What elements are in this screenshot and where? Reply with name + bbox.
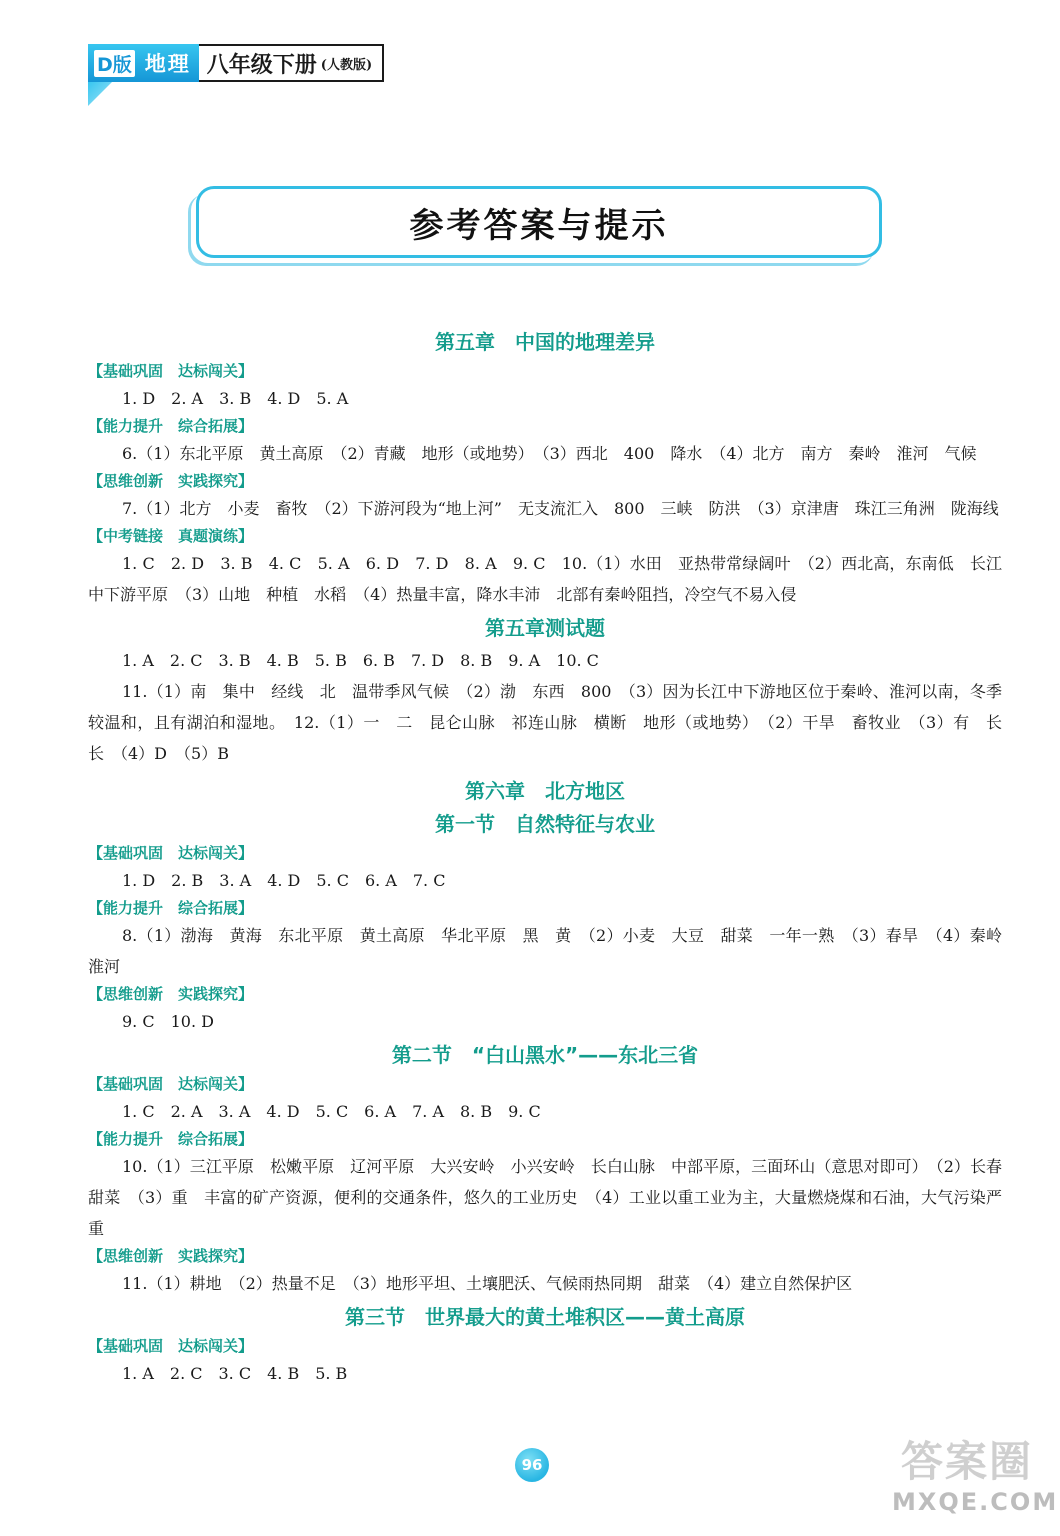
page-number: 96: [515, 1448, 549, 1482]
answer-paragraph: 11.（1）南 集中 经线 北 温带季风气候 （2）渤 东西 800 （3）因为长江中下游地区位于秦岭、淮河以南，冬季较温和，且有湖泊和湿地。 12.（1）一 二 昆仑山脉 祁连山脉 横断 地形（或地势） （2）干旱 畜牧业 （3）有 长 长 （4）D （5）B: [88, 682, 1019, 763]
header-title-box: [199, 44, 384, 82]
watermark-logo: [892, 1436, 1059, 1520]
exercise-category-tag: 【能力提升 综合拓展】: [88, 417, 254, 435]
answer-paragraph: 7.（1）北方 小麦 畜牧 （2）下游河段为“地上河” 无支流汇入 800 三峡 防洪 （3）京津唐 珠江三角洲 陇海线: [122, 499, 999, 518]
exercise-category-tag: 【中考链接 真题演练】: [88, 527, 254, 545]
answer-paragraph: 8.（1）渤海 黄海 东北平原 黄土高原 华北平原 黑 黄 （2）小麦 大豆 甜菜 一年一熟 （3）春旱 （4）秦岭 淮河: [88, 926, 1019, 976]
chapter-heading: 第六章 北方地区: [465, 779, 625, 803]
watermark-cn: 答案圈: [900, 1437, 1033, 1486]
header-title: 八年级下册: [206, 51, 317, 78]
book-header: [88, 44, 384, 82]
answer-content: [88, 320, 1019, 1389]
section-heading: 第一节 自然特征与农业: [435, 812, 655, 836]
header-edition: (人教版): [320, 57, 373, 73]
header-version: D版: [94, 50, 135, 77]
exercise-category-tag: 【基础巩固 达标闯关】: [88, 1075, 254, 1093]
answer-paragraph: 1. D 2. B 3. A 4. D 5. C 6. A 7. C: [122, 871, 446, 890]
exercise-category-tag: 【基础巩固 达标闯关】: [88, 362, 254, 380]
exercise-category-tag: 【思维创新 实践探究】: [88, 1247, 254, 1265]
page-title: 参考答案与提示: [409, 205, 669, 246]
section-heading: 第五章测试题: [485, 616, 605, 640]
answer-paragraph: 11.（1）耕地 （2）热量不足 （3）地形平坦、土壤肥沃、气候雨热同期 甜菜 （4）建立自然保护区: [122, 1274, 853, 1293]
exercise-category-tag: 【基础巩固 达标闯关】: [88, 844, 254, 862]
section-heading: 第三节 世界最大的黄土堆积区——黄土高原: [345, 1305, 745, 1329]
exercise-category-tag: 【思维创新 实践探究】: [88, 472, 254, 490]
exercise-category-tag: 【基础巩固 达标闯关】: [88, 1337, 254, 1355]
chapter-heading: 第五章 中国的地理差异: [435, 330, 655, 354]
header-corner-decoration: [88, 82, 112, 106]
header-subject-badge: [88, 44, 199, 82]
answer-paragraph: 1. D 2. A 3. B 4. D 5. A: [122, 389, 349, 408]
answer-paragraph: 1. C 2. D 3. B 4. C 5. A 6. D 7. D 8. A 9. C 10.（1）水田 亚热带常绿阔叶 （2）西北高，东南低 长江中下游平原 （3）山地 种植 水稻 （4）热量丰富，降水丰沛 北部有秦岭阻挡，冷空气不易入侵: [88, 554, 1002, 604]
watermark-en: MXQE.COM: [892, 1488, 1059, 1516]
title-banner: [196, 186, 882, 258]
exercise-category-tag: 【能力提升 综合拓展】: [88, 899, 254, 917]
exercise-category-tag: 【能力提升 综合拓展】: [88, 1130, 254, 1148]
answer-paragraph: 10.（1）三江平原 松嫩平原 辽河平原 大兴安岭 小兴安岭 长白山脉 中部平原，三面环山（意思对即可） （2）长春 甜菜 （3）重 丰富的矿产资源，便利的交通条件，悠久的工业历史 （4）工业以重工业为主，大量燃烧煤和石油，大气污染严重: [88, 1157, 1019, 1238]
answer-paragraph: 9. C 10. D: [122, 1012, 214, 1031]
exercise-category-tag: 【思维创新 实践探究】: [88, 985, 254, 1003]
answer-paragraph: 1. A 2. C 3. B 4. B 5. B 6. B 7. D 8. B 9. A 10. C: [122, 651, 599, 670]
answer-paragraph: 1. A 2. C 3. C 4. B 5. B: [122, 1364, 348, 1383]
answer-paragraph: 6.（1）东北平原 黄土高原 （2）青藏 地形（或地势） （3）西北 400 降水 （4）北方 南方 秦岭 淮河 气候: [122, 444, 977, 463]
answer-paragraph: 1. C 2. A 3. A 4. D 5. C 6. A 7. A 8. B 9. C: [122, 1102, 541, 1121]
section-heading: 第二节 “白山黑水”——东北三省: [391, 1043, 699, 1067]
header-subject: 地理: [144, 52, 191, 76]
